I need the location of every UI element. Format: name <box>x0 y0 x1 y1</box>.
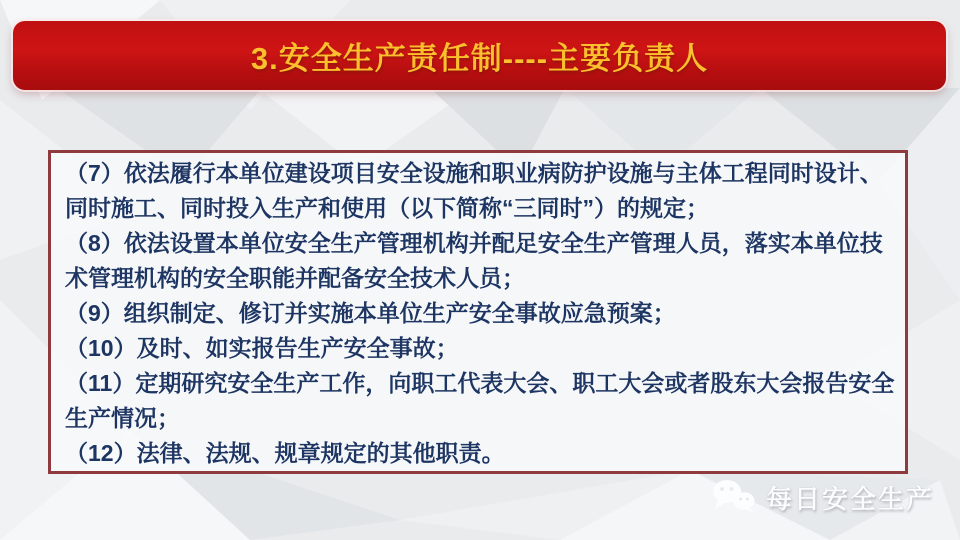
title-banner <box>13 21 946 90</box>
duties-panel <box>48 150 908 474</box>
duty-item-10: （10）及时、如实报告生产安全事故； <box>65 335 459 361</box>
watermark <box>711 476 934 518</box>
slide-title: 3.安全生产责任制----主要负责人 <box>250 41 709 76</box>
duty-item-9: （9）组织制定、修订并实施本单位生产安全事故应急预案； <box>65 300 676 326</box>
duty-item-8: （8）依法设置本单位安全生产管理机构并配足安全生产管理人员，落实本单位技术管理机构的安全职能并配备安全技术人员； <box>65 230 883 291</box>
duty-item-7: （7）依法履行本单位建设项目安全设施和职业病防护设施与主体工程同时设计、同时施工、同时投入生产和使用（以下简称“三同时”）的规定； <box>65 160 883 221</box>
duty-item-11: （11）定期研究安全生产工作，向职工代表大会、职工大会或者股东大会报告安全生产情况； <box>65 370 895 431</box>
duty-item-12: （12）法律、法规、规章规定的其他职责。 <box>65 440 505 466</box>
watermark-label: 每日安全生产 <box>765 483 934 514</box>
wechat-icon <box>711 478 757 516</box>
